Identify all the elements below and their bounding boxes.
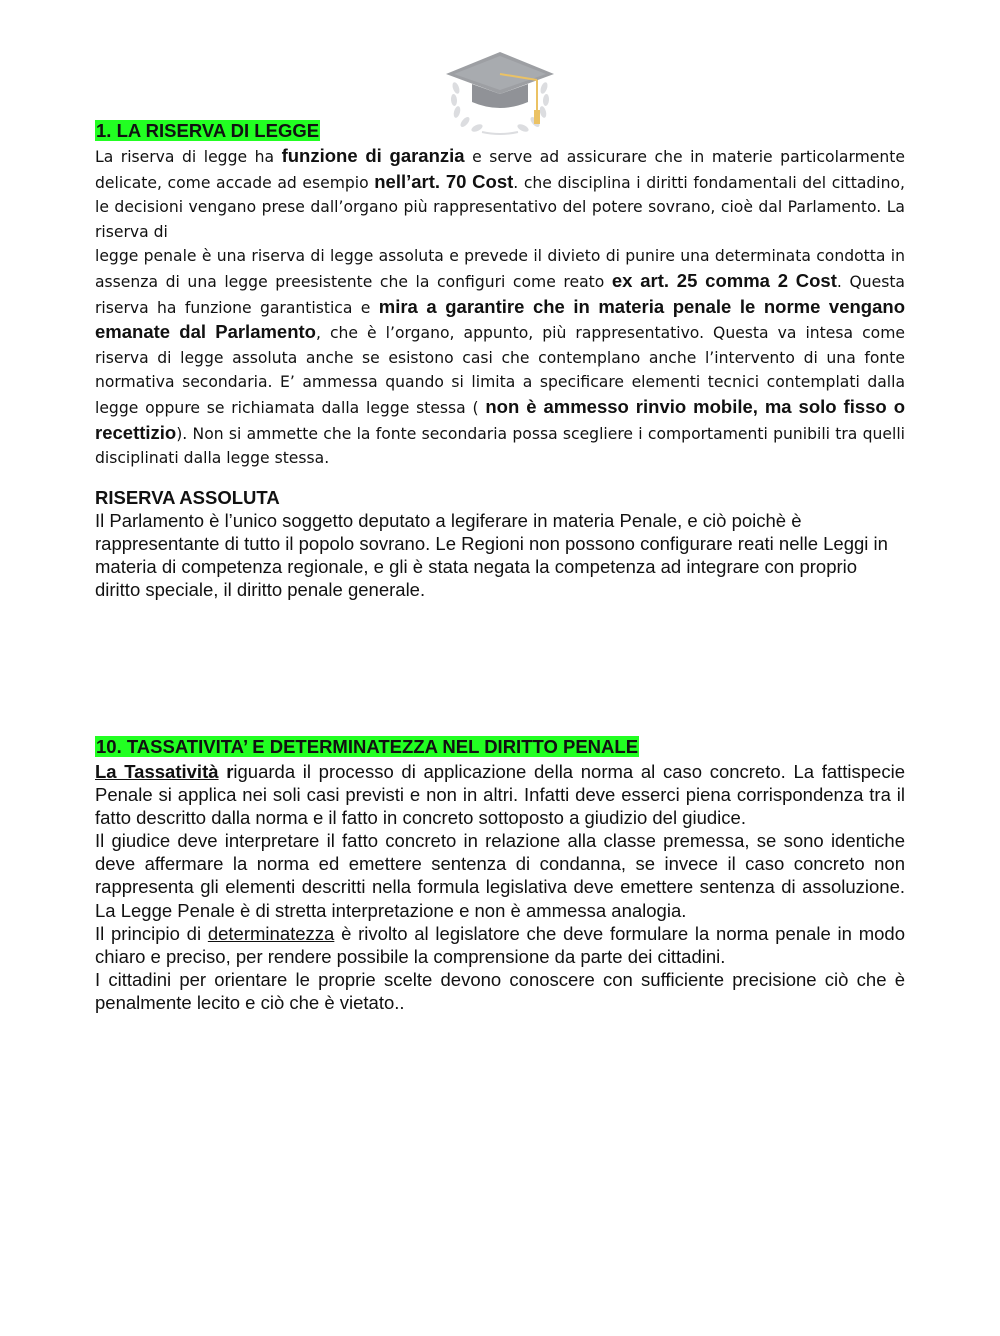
paragraph: Il principio di determinatezza è rivolto al legislatore che deve formulare la norma penale in modo chiaro e preciso, per rendere possibile la comprensione da parte dei cittadini. (95, 922, 905, 967)
paragraph: I cittadini per orientare le proprie scelte devono conoscere con sufficiente precisione ciò che è penalmente lecito e ciò che è vietato.. (95, 968, 905, 1013)
section-heading: 10. TASSATIVITA’ E DETERMINATEZZA NEL DIRITTO PENALE (96, 736, 639, 757)
subheading: RISERVA ASSOLUTA (95, 487, 280, 508)
paragraph: legge penale è una riserva di legge assoluta e prevede il divieto di punire una determinata condotta in assenza di una legge preesistente che la configuri come reato ex art. 25 comma 2 Cost. Questa riserva ha funzione garantistica e mira a garantire che in materia penale le norme vengano emanate dal Parlamento, che è l’organo, appunto, più rappresentativo. Questa va intesa come riserva di legge assoluta anche se esistono casi che contemplano anche l’intervento di una fonte normativa secondaria. E’ ammessa quando si limita a specificare elementi tecnici contemplati dalla legge oppure se richiamata dalla legge stessa ( non è ammesso rinvio mobile, ma solo fisso o recettizio). Non si ammette che la fonte secondaria possa scegliere i comportamenti punibili tra quelli disciplinati dalla legge stessa. (95, 247, 906, 468)
paragraph: Il Parlamento è l’unico soggetto deputato a legiferare in materia Penale, e ciò poichè è rappresentante di tutto il popolo sovrano. Le Regioni non possono configurare reati nelle Leggi in materia di competenza regionale, e gli è stata negata la competenza ad integrare con proprio diritto speciale, il diritto penale generale. (95, 510, 888, 601)
section-tassativita (95, 736, 905, 1014)
section-heading: 1. LA RISERVA DI LEGGE (96, 120, 320, 141)
section-riserva-di-legge (95, 120, 905, 471)
paragraph: La riserva di legge ha funzione di garanzia e serve ad assicurare che in materie particolarmente delicate, come accade ad esempio nell’art. 70 Cost. che disciplina i diritti fondamentali del cittadino, le decisioni vengano prese dall’organo più rappresentativo del potere sovrano, cioè dal Parlamento. La riserva di (95, 145, 905, 241)
paragraph: Il giudice deve interpretare il fatto concreto in relazione alla classe premessa, se sono identiche deve affermare la norma ed emettere sentenza di condanna, se invece il caso concreto non rappresenta gli elementi descritti nella formula legislativa deve emettere sentenza di assoluzione. La Legge Penale è di stretta interpretazione e non è ammessa analogia. (95, 830, 905, 921)
paragraph: La Tassatività riguarda il processo di applicazione della norma al caso concreto. La fattispecie Penale si applica nei soli casi previsti e non in altri. Infatti deve esserci piena corrispondenza tra il fatto descritto dalla norma e il fatto in concreto sottoposto a giudizio del giudice. (95, 761, 905, 829)
section-riserva-assoluta (95, 486, 905, 601)
